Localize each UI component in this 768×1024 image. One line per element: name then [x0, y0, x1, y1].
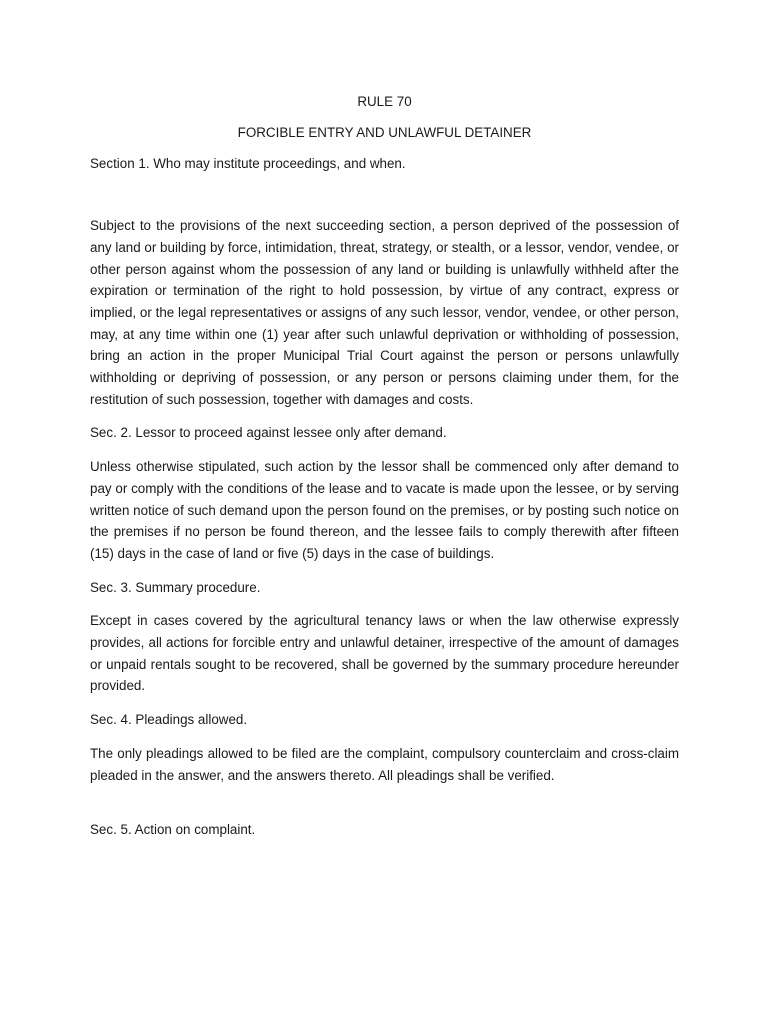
section-1-heading: Section 1. Who may institute proceedings, and when.	[90, 156, 406, 172]
section-1-body: Subject to the provisions of the next succeeding section, a person deprived of the possession of any land or building by force, intimidation, threat, strategy, or stealth, or a lessor, vendor, vendee, or other person against whom the possession of any land or building is unlawfully withheld after the expiration or termination of the right to hold possession, by virtue of any contract, express or implied, or the legal representatives or assigns of any such lessor, vendor, vendee, or other person, may, at any time within one (1) year after such unlawful deprivation or withholding of possession, bring an action in the proper Municipal Trial Court against the person or persons unlawfully withholding or depriving of possession, or any person or persons claiming under them, for the restitution of such possession, together with damages and costs.	[90, 218, 679, 407]
section-3-heading: Sec. 3. Summary procedure.	[90, 579, 261, 595]
section-2-heading: Sec. 2. Lessor to proceed against lessee only after demand.	[90, 425, 447, 441]
section-2-body: Unless otherwise stipulated, such action by the lessor shall be commenced only after demand to pay or comply with the conditions of the lease and to vacate is made upon the lessee, or by serving written notice of such demand upon the person found on the premises, or by posting such notice on the premises if no person be found thereon, and the lessee fails to comply therewith after fifteen (15) days in the case of land or five (5) days in the case of buildings.	[90, 459, 679, 561]
section-4-body: The only pleadings allowed to be filed are the complaint, compulsory counterclaim and cross-claim pleaded in the answer, and the answers thereto. All pleadings shall be verified.	[90, 745, 679, 783]
rule-number: RULE 70	[357, 94, 412, 109]
section-3-body: Except in cases covered by the agricultural tenancy laws or when the law otherwise expressly provides, all actions for forcible entry and unlawful detainer, irrespective of the amount of damages or unpaid rentals sought to be recovered, shall be governed by the summary procedure hereunder provided.	[90, 613, 679, 694]
section-4-heading: Sec. 4. Pleadings allowed.	[90, 712, 248, 728]
rule-title: FORCIBLE ENTRY AND UNLAWFUL DETAINER	[237, 124, 532, 140]
section-5-heading: Sec. 5. Action on complaint.	[90, 822, 256, 838]
